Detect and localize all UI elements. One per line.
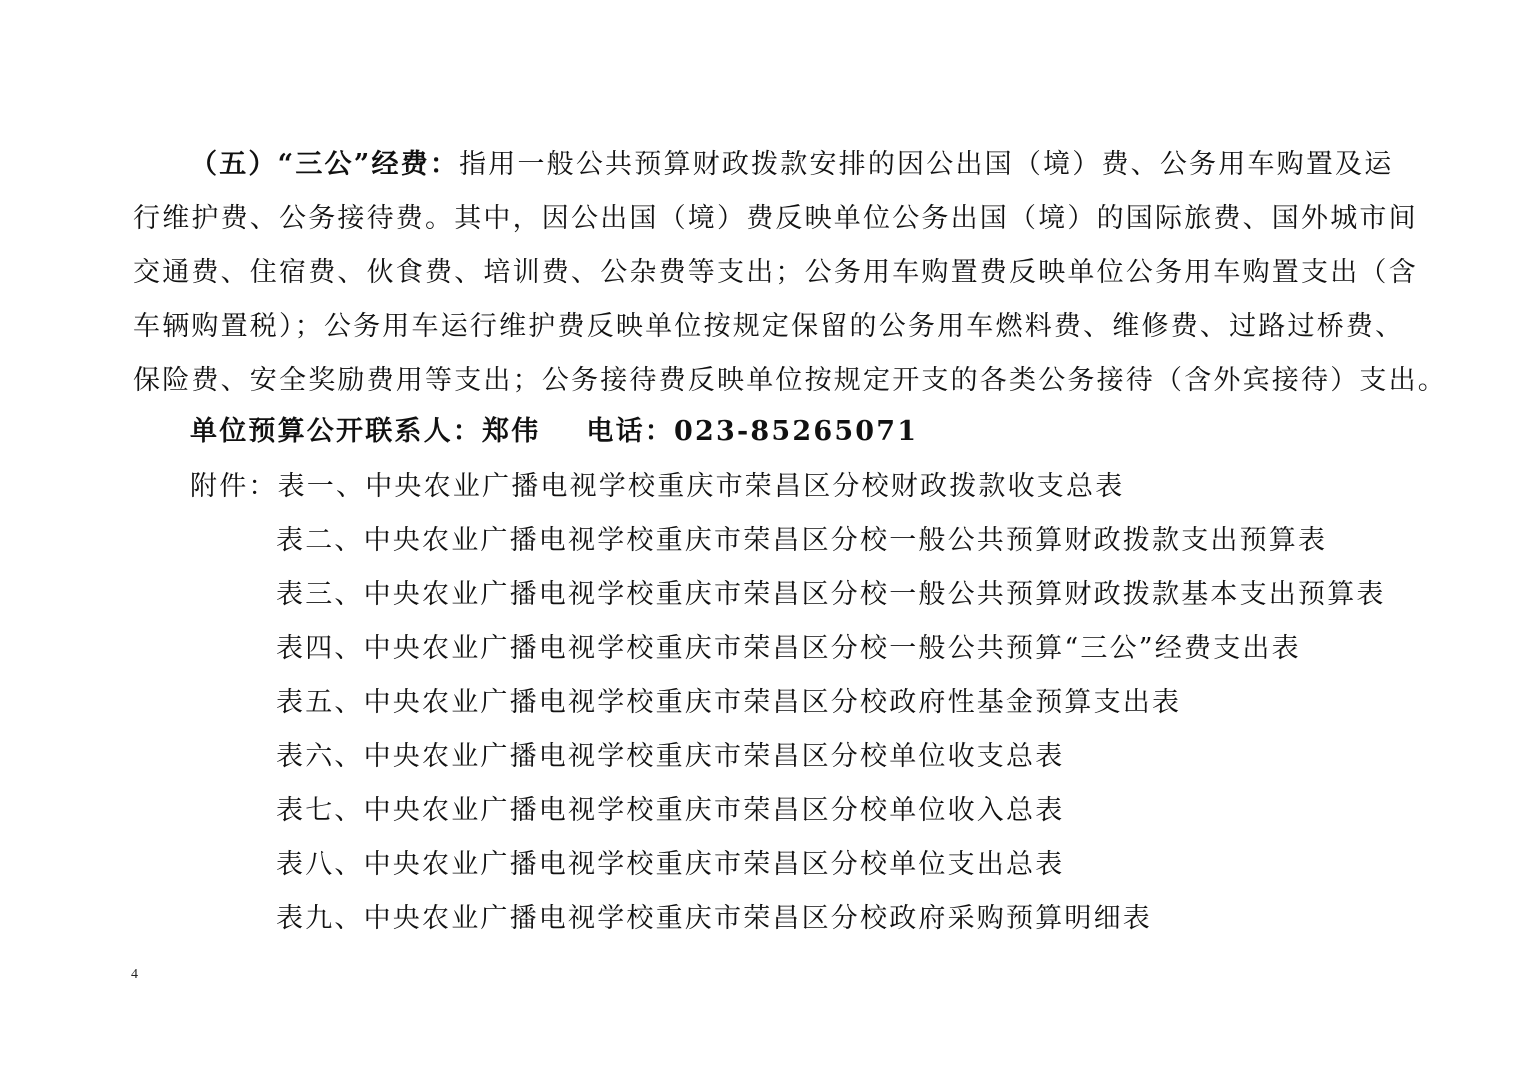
contact-person: 单位预算公开联系人：郑伟 bbox=[190, 416, 541, 447]
page-number: 4 bbox=[131, 967, 138, 982]
contact-line bbox=[190, 408, 918, 456]
paragraph-line-5: 保险费、安全奖励费用等支出；公务接待费反映单位按规定开支的各类公务接待（含外宾接待）支出。 bbox=[133, 365, 1447, 396]
attachment-item bbox=[190, 460, 1386, 514]
attachment-item: 表四、中央农业广播电视学校重庆市荣昌区分校一般公共预算“三公”经费支出表 bbox=[276, 633, 1301, 664]
paragraph-line-1-text: 指用一般公共预算财政拨款安排的因公出国（境）费、公务用车购置及运 bbox=[459, 149, 1394, 180]
attachment-item: 表五、中央农业广播电视学校重庆市荣昌区分校政府性基金预算支出表 bbox=[276, 687, 1182, 718]
paragraph-line-1 bbox=[133, 138, 1394, 192]
attachment-item: 表二、中央农业广播电视学校重庆市荣昌区分校一般公共预算财政拨款支出预算表 bbox=[276, 525, 1328, 556]
attachment-item: 表六、中央农业广播电视学校重庆市荣昌区分校单位收支总表 bbox=[276, 741, 1065, 772]
attachment-item: 表三、中央农业广播电视学校重庆市荣昌区分校一般公共预算财政拨款基本支出预算表 bbox=[276, 579, 1386, 610]
paragraph-line-4: 车辆购置税）；公务用车运行维护费反映单位按规定保留的公务用车燃料费、维修费、过路过桥费、 bbox=[133, 311, 1405, 342]
attachments-prefix: 附件： bbox=[190, 471, 278, 502]
attachment-item: 表七、中央农业广播电视学校重庆市荣昌区分校单位收入总表 bbox=[276, 795, 1065, 826]
three-public-expenses-paragraph bbox=[133, 138, 1447, 408]
paragraph-line-2: 行维护费、公务接待费。其中，因公出国（境）费反映单位公务出国（境）的国际旅费、国外城市间 bbox=[133, 203, 1418, 234]
paragraph-line-3: 交通费、住宿费、伙食费、培训费、公杂费等支出；公务用车购置费反映单位公务用车购置支出（含 bbox=[133, 257, 1418, 288]
attachments-list bbox=[190, 460, 1386, 946]
contact-phone: 电话：023-85265071 bbox=[586, 416, 919, 447]
attachment-title: 表一、中央农业广播电视学校重庆市荣昌区分校财政拨款收支总表 bbox=[277, 471, 1125, 502]
attachment-item: 表九、中央农业广播电视学校重庆市荣昌区分校政府采购预算明细表 bbox=[276, 903, 1152, 934]
attachment-item: 表八、中央农业广播电视学校重庆市荣昌区分校单位支出总表 bbox=[276, 849, 1065, 880]
section-heading: （五）“三公”经费： bbox=[190, 149, 460, 180]
